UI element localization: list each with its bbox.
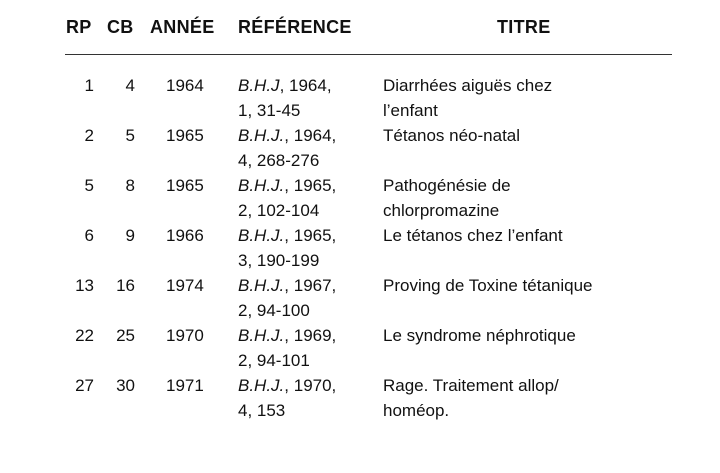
- cell-titre: [383, 174, 511, 223]
- cell-titre: [383, 374, 559, 423]
- table-row: [0, 124, 720, 174]
- cell-annee: 1971: [166, 376, 204, 395]
- cell-reference: [238, 74, 332, 123]
- reference-year: , 1969,: [284, 326, 337, 345]
- table-row: [0, 74, 720, 124]
- reference-journal: B.H.J.: [238, 176, 285, 195]
- cell-rp: 22: [75, 326, 94, 345]
- table-row: [0, 274, 720, 324]
- table-row: [0, 374, 720, 424]
- reference-year: , 1964,: [279, 76, 332, 95]
- cell-titre: [383, 74, 552, 123]
- titre-line2: chlorpromazine: [383, 200, 500, 220]
- titre-line1: Proving de Toxine tétanique: [383, 276, 593, 295]
- cell-rp: 1: [84, 76, 94, 95]
- header-rp: RP: [66, 17, 92, 37]
- titre-line1: Rage. Traitement allop/: [383, 376, 559, 395]
- header-titre: TITRE: [497, 17, 551, 37]
- reference-year: , 1964,: [284, 126, 337, 145]
- titre-line2: homéop.: [383, 400, 450, 420]
- cell-titre: [383, 274, 593, 299]
- reference-year: , 1965,: [284, 226, 337, 245]
- reference-journal: B.H.J.: [238, 126, 285, 145]
- cell-cb: 9: [125, 226, 135, 245]
- cell-reference: [238, 274, 336, 323]
- titre-line1: Tétanos néo-natal: [383, 126, 521, 145]
- reference-journal: B.H.J.: [238, 226, 285, 245]
- reference-pages: 1, 31-45: [238, 100, 301, 120]
- reference-pages: 2, 94-100: [238, 300, 310, 320]
- cell-titre: [383, 224, 563, 249]
- cell-annee: 1974: [166, 276, 204, 295]
- header-reference: RÉFÉRENCE: [238, 17, 352, 37]
- reference-year: , 1967,: [284, 276, 337, 295]
- cell-rp: 13: [75, 276, 94, 295]
- cell-cb: 25: [116, 326, 135, 345]
- reference-pages: 2, 102-104: [238, 200, 320, 220]
- reference-pages: 4, 268-276: [238, 150, 320, 170]
- titre-line2: l’enfant: [383, 100, 438, 120]
- cell-rp: 5: [84, 176, 94, 195]
- table-body: [0, 74, 720, 424]
- titre-line1: Le syndrome néphrotique: [383, 326, 576, 345]
- cell-reference: [238, 224, 336, 273]
- reference-journal: B.H.J.: [238, 276, 285, 295]
- reference-pages: 2, 94-101: [238, 350, 310, 370]
- cell-rp: 6: [84, 226, 94, 245]
- cell-rp: 2: [84, 126, 94, 145]
- reference-pages: 3, 190-199: [238, 250, 320, 270]
- reference-year: , 1965,: [284, 176, 337, 195]
- titre-line1: Le tétanos chez l’enfant: [383, 226, 563, 245]
- cell-cb: 30: [116, 376, 135, 395]
- header-annee: ANNÉE: [150, 17, 215, 37]
- table-header: [0, 17, 720, 45]
- cell-titre: [383, 324, 576, 349]
- cell-cb: 8: [125, 176, 135, 195]
- cell-cb: 4: [125, 76, 135, 95]
- titre-line1: Diarrhées aiguës chez: [383, 76, 553, 95]
- cell-rp: 27: [75, 376, 94, 395]
- header-cb: CB: [107, 17, 134, 37]
- cell-reference: [238, 124, 336, 173]
- cell-reference: [238, 174, 336, 223]
- reference-journal: B.H.J.: [238, 326, 285, 345]
- cell-reference: [238, 374, 336, 423]
- table-row: [0, 324, 720, 374]
- table-row: [0, 174, 720, 224]
- titre-line1: Pathogénésie de: [383, 176, 511, 195]
- cell-annee: 1965: [166, 176, 204, 195]
- cell-reference: [238, 324, 336, 373]
- cell-annee: 1970: [166, 326, 204, 345]
- reference-year: , 1970,: [284, 376, 337, 395]
- cell-titre: [383, 124, 520, 149]
- reference-journal: B.H.J.: [238, 376, 285, 395]
- reference-journal: B.H.J: [238, 76, 280, 95]
- cell-annee: 1965: [166, 126, 204, 145]
- cell-annee: 1966: [166, 226, 204, 245]
- table-row: [0, 224, 720, 274]
- cell-cb: 16: [116, 276, 135, 295]
- cell-annee: 1964: [166, 76, 204, 95]
- reference-pages: 4, 153: [238, 400, 286, 420]
- cell-cb: 5: [125, 126, 135, 145]
- header-divider: [65, 54, 672, 55]
